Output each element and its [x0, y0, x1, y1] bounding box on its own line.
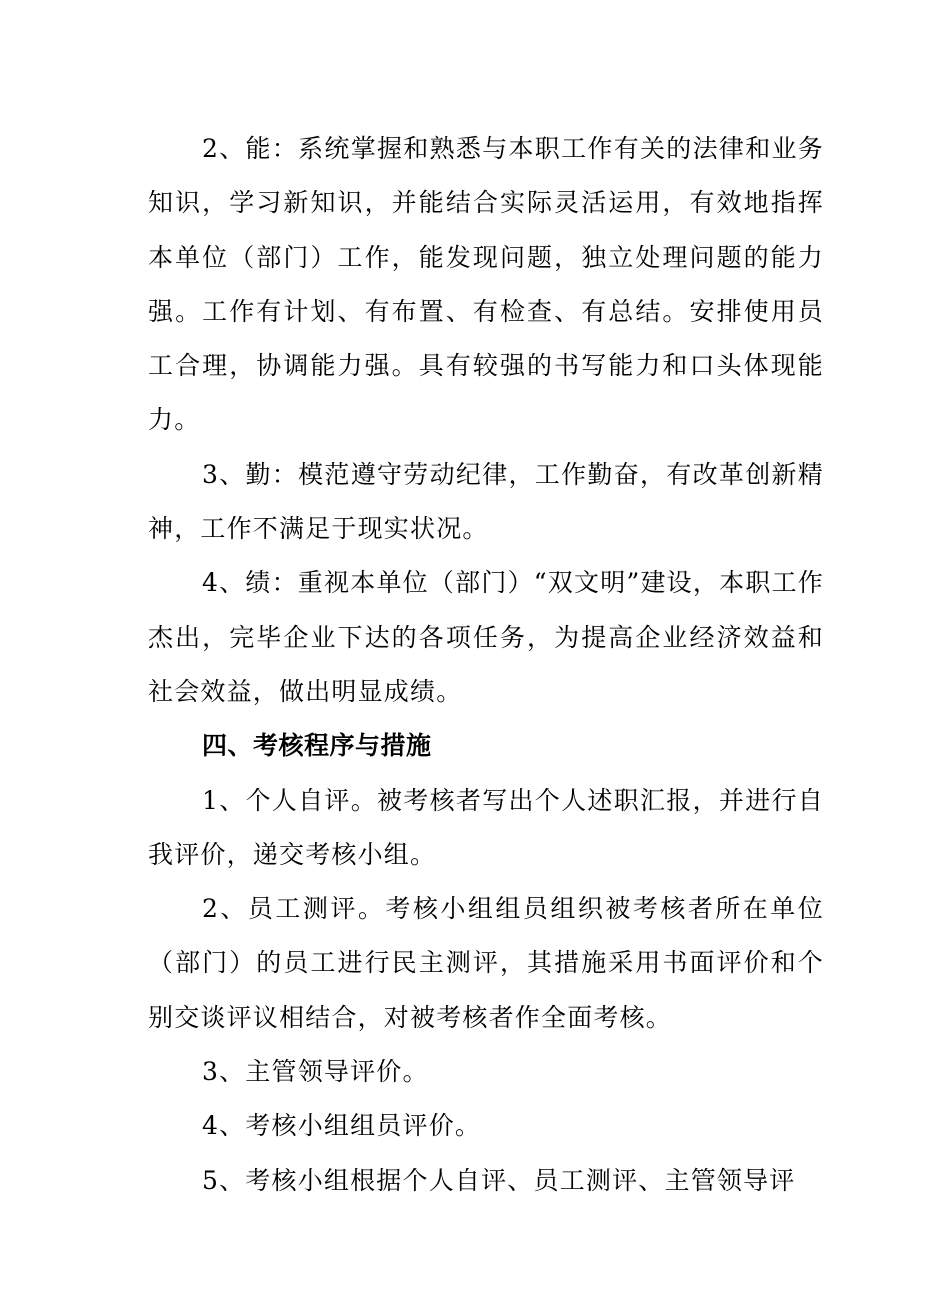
section-heading: 四、考核程序与措施: [202, 731, 432, 761]
paragraph-ability: 2、能：系统掌握和熟悉与本职工作有关的法律和业务知识，学习新知识，并能结合实际灵活运用，有效地指挥本单位（部门）工作，能发现问题，独立处理问题的能力强。工作有计划、有布置、有检查、有总结。安排使用员工合理，协调能力强。具有较强的书写能力和口头体现能力。: [148, 134, 824, 435]
step-final-assessment: 5、考核小组根据个人自评、员工测评、主管领导评: [202, 1165, 796, 1195]
document-body: [148, 122, 824, 1208]
step-staff-evaluation: 2、员工测评。考核小组组员组织被考核者所在单位（部门）的员工进行民主测评，其措施采用书面评价和个别交谈评议相结合，对被考核者作全面考核。: [148, 894, 824, 1032]
step-supervisor-evaluation: 3、主管领导评价。: [202, 1057, 429, 1087]
paragraph-diligence: 3、勤：模范遵守劳动纪律，工作勤奋，有改革创新精神，工作不满足于现实状况。: [148, 459, 824, 544]
step-self-evaluation: 1、个人自评。被考核者写出个人述职汇报，并进行自我评价，递交考核小组。: [148, 785, 824, 869]
step-team-evaluation: 4、考核小组组员评价。: [202, 1111, 482, 1141]
paragraph-performance: 4、绩：重视本单位（部门）“双文明”建设，本职工作杰出，完毕企业下达的各项任务，为提高企业经济效益和社会效益，做出明显成绩。: [148, 568, 824, 706]
